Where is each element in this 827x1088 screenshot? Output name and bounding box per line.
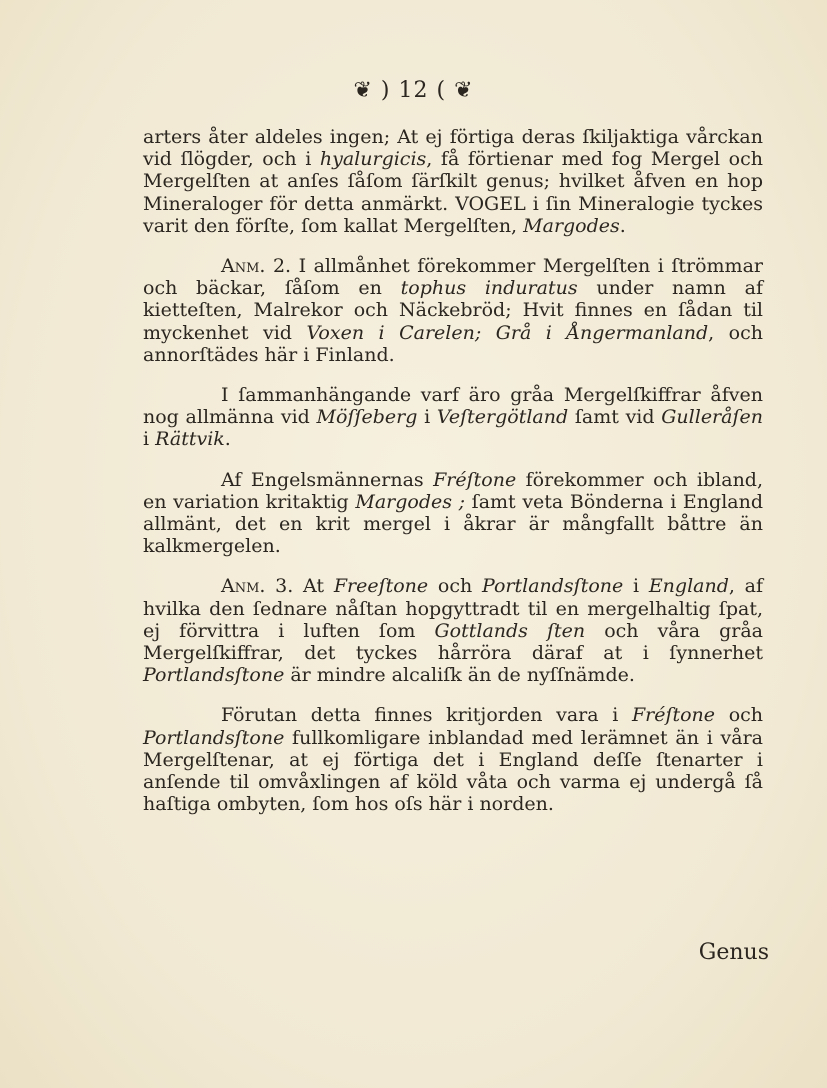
body-text (143, 126, 763, 815)
page-header (0, 78, 827, 103)
page-number: ❦ ) 12 ( ❦ (353, 78, 474, 103)
note-2: Anm. 2. I allmånhet förekommer Mergelſten i ſtrömmar och bäckar, ſåſom en tophus induratus under namn af kietteſten, Malrekor och Näckebröd; Hvit finnes en ſådan til myckenhet vid Voxen i Carelen; Grå i Ångermanland, och annorſtädes här i Finland. (143, 255, 763, 366)
paragraph-4: Af Engelsmännernas Fréſtone förekommer och ibland, en variation kritaktig Margodes ; ſamt veta Bönderna i England allmänt, det en krit mergel i åkrar är mångfallt båttre än kalkmergelen. (143, 468, 764, 558)
note-3: Anm. 3. At Freeſtone och Portlandsſtone i England, af hvilka den ſednare nåſtan hopgyttradt til en mergelhaltig ſpat, ej förvittra i luften ſom Gottlands ſten och våra gråa Mergelſkiffrar, det tyckes hårröra däraf at i ſynnerhet Portlandsſtone är mindre alcaliſk än de nyſſnämde. (143, 575, 764, 687)
paragraph-1: arters åter aldeles ingen; At ej förtiga deras ſkiljaktiga vårckan vid ſlögder, och i hyalurgicis, få förtienar med fog Mergel och Mergelſten at anſes ſåſom ſärſkilt genus; hvilket åfven en hop Mineraloger för detta anmärkt. VOGEL i ſin Mineralogie tyckes varit den förſte, ſom kallat Mergelſten, Margodes. (143, 126, 763, 237)
paragraph-3: I ſammanhängande varf äro gråa Mergelſkiffrar åfven nog allmänna vid Möſſeberg i Veſtergötland ſamt vid Gulleråſen i Rättvik. (143, 384, 763, 451)
catchword: Genus (698, 940, 769, 965)
paragraph-6: Förutan detta finnes kritjorden vara i Fréſtone och Portlandsſtone fullkomligare inblandad med lerämnet än i våra Mergelſtenar, at ej förtiga det i England deſſe ſtenarter i anſende til omvåxlingen af köld våta och varma ej undergå ſå haſtiga ombyten, ſom hos oſs här i norden. (143, 704, 764, 816)
